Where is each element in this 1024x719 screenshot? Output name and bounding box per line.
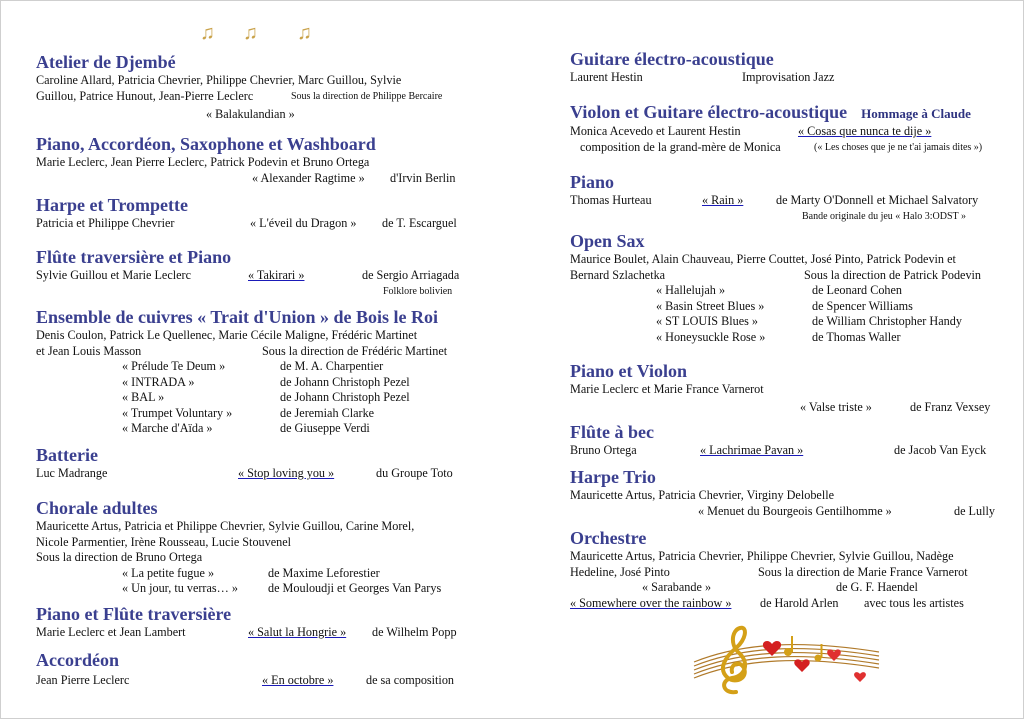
section-title: Harpe et Trompette bbox=[36, 195, 188, 215]
section-violon-guitare bbox=[570, 102, 1002, 155]
section-piano bbox=[570, 172, 1002, 224]
composer: de Mouloudji et Georges Van Parys bbox=[268, 581, 442, 595]
performers: Caroline Allard, Patricia Chevrier, Philippe Chevrier, Marc Guillou, Sylvie bbox=[36, 73, 402, 87]
performers: Thomas Hurteau bbox=[570, 193, 652, 207]
composer: de Johann Christoph Pezel bbox=[280, 390, 410, 404]
piece-title: « La petite fugue » bbox=[122, 565, 215, 580]
composer: du Groupe Toto bbox=[376, 466, 453, 480]
section-title: Chorale adultes bbox=[36, 498, 158, 518]
performers: Bernard Szlachetka bbox=[570, 267, 666, 282]
section-ensemble-cuivres bbox=[36, 307, 468, 437]
composer: de Maxime Leforestier bbox=[268, 565, 380, 580]
section-title: Ensemble de cuivres « Trait d'Union » de Bois le Roi bbox=[36, 307, 439, 327]
music-note-icon: ♫ bbox=[200, 22, 215, 44]
piece-title: « Basin Street Blues » bbox=[656, 298, 765, 313]
section-title: Flûte traversière et Piano bbox=[36, 247, 232, 267]
section-title: Piano et Violon bbox=[570, 361, 688, 381]
composer: de Leonard Cohen bbox=[812, 283, 903, 297]
piece-title: « Salut la Hongrie » bbox=[248, 625, 347, 639]
performers: Luc Madrange bbox=[36, 466, 108, 480]
performers: Hedeline, José Pinto bbox=[570, 564, 670, 579]
section-flute-piano bbox=[36, 247, 468, 299]
piece-title: Improvisation Jazz bbox=[742, 70, 835, 84]
director: Sous la direction de Philippe Bercaire bbox=[291, 90, 443, 102]
note: composition de la grand-mère de Monica bbox=[580, 139, 781, 154]
section-title: Flûte à bec bbox=[570, 422, 654, 442]
piece-title: « Marche d'Aïda » bbox=[122, 421, 213, 435]
note: Bande originale du jeu « Halo 3:ODST » bbox=[802, 210, 966, 222]
piece-title: « Balakulandian » bbox=[206, 107, 295, 121]
piece-title: « Un jour, tu verras… » bbox=[122, 581, 238, 595]
performers: Marie Leclerc et Marie France Varnerot bbox=[570, 382, 764, 396]
composer: d'Irvin Berlin bbox=[390, 170, 456, 185]
section-batterie bbox=[36, 445, 468, 482]
performers: Marie Leclerc et Jean Lambert bbox=[36, 625, 186, 639]
piece-title: « ST LOUIS Blues » bbox=[656, 314, 759, 328]
piece-title: « Rain » bbox=[702, 193, 744, 207]
composer: de Giuseppe Verdi bbox=[280, 421, 370, 435]
note: Folklore bolivien bbox=[383, 285, 453, 297]
performers: Jean Pierre Leclerc bbox=[36, 673, 130, 687]
performers: Bruno Ortega bbox=[570, 443, 637, 457]
section-title: Harpe Trio bbox=[570, 467, 656, 487]
composer: de Thomas Waller bbox=[812, 329, 901, 344]
section-chorale-adultes bbox=[36, 498, 468, 597]
composer: de Johann Christoph Pezel bbox=[280, 374, 410, 389]
performers: Denis Coulon, Patrick Le Quellenec, Marie Cécile Maligne, Frédéric Martinet bbox=[36, 328, 418, 342]
section-accordeon bbox=[36, 650, 468, 689]
piece-title: « Prélude Te Deum » bbox=[122, 359, 226, 373]
piece-title: « En octobre » bbox=[262, 673, 334, 687]
piece-title: « Somewhere over the rainbow » bbox=[570, 595, 732, 610]
performers: Nicole Parmentier, Irène Rousseau, Lucie Stouvenel bbox=[36, 534, 292, 549]
section-title: Atelier de Djembé bbox=[36, 52, 176, 72]
section-title: Batterie bbox=[36, 445, 98, 465]
section-harpe-trompette bbox=[36, 195, 468, 232]
composer: de Wilhelm Popp bbox=[372, 625, 457, 639]
director: Sous la direction de Frédéric Martinet bbox=[262, 343, 448, 358]
director: Sous la direction de Patrick Podevin bbox=[804, 267, 982, 282]
piece-title: « Stop loving you » bbox=[238, 466, 335, 480]
composer: de M. A. Charpentier bbox=[280, 359, 384, 373]
section-subtitle: Hommage à Claude bbox=[861, 106, 971, 121]
section-title: Piano bbox=[570, 172, 615, 192]
section-title: Accordéon bbox=[36, 650, 119, 670]
composer: de Lully bbox=[954, 503, 995, 518]
section-title: Guitare électro-acoustique bbox=[570, 49, 774, 69]
composer: de sa composition bbox=[366, 673, 455, 687]
composer: de Franz Vexsey bbox=[910, 399, 991, 414]
section-piano-violon bbox=[570, 361, 1002, 415]
performers: Mauricette Artus, Patricia Chevrier, Philippe Chevrier, Sylvie Guillou, Nadège bbox=[570, 549, 954, 563]
director: Sous la direction de Bruno Ortega bbox=[36, 550, 203, 564]
section-piano-accordeon bbox=[36, 134, 468, 186]
composer: de Jacob Van Eyck bbox=[894, 443, 987, 457]
translation: (« Les choses que je ne t'ai jamais dites ») bbox=[814, 141, 983, 153]
treble-clef-hearts-icon bbox=[684, 622, 884, 697]
piece-title: « Alexander Ragtime » bbox=[252, 170, 365, 185]
composer: de William Christopher Handy bbox=[812, 314, 962, 328]
piece-title: « Menuet du Bourgeois Gentilhomme » bbox=[698, 503, 892, 518]
section-title: Violon et Guitare électro-acoustique bbox=[570, 102, 848, 122]
composer: de G. F. Haendel bbox=[836, 580, 918, 594]
composer: de T. Escarguel bbox=[382, 216, 457, 230]
piece-title: « Honeysuckle Rose » bbox=[656, 329, 766, 344]
performers: Mauricette Artus, Patricia et Philippe Chevrier, Sylvie Guillou, Carine Morel, bbox=[36, 519, 415, 533]
composer: de Jeremiah Clarke bbox=[280, 405, 375, 420]
performers: et Jean Louis Masson bbox=[36, 343, 142, 358]
section-atelier-djembe bbox=[36, 52, 468, 123]
performers: Laurent Hestin bbox=[570, 70, 643, 84]
piece-title: « Hallelujah » bbox=[656, 283, 726, 297]
section-guitare bbox=[570, 49, 1002, 86]
note: avec tous les artistes bbox=[864, 595, 964, 610]
director: Sous la direction de Marie France Varnerot bbox=[758, 564, 968, 579]
section-title: Open Sax bbox=[570, 231, 645, 251]
performers: Mauricette Artus, Patricia Chevrier, Virginy Delobelle bbox=[570, 488, 835, 502]
piece-title: « INTRADA » bbox=[122, 374, 195, 389]
composer: de Harold Arlen bbox=[760, 595, 839, 610]
section-flute-bec bbox=[570, 422, 1002, 459]
piece-title: « Lachrimae Pavan » bbox=[700, 443, 804, 457]
composer: de Sergio Arriagada bbox=[362, 268, 460, 282]
performers: Patricia et Philippe Chevrier bbox=[36, 216, 175, 230]
performers: Sylvie Guillou et Marie Leclerc bbox=[36, 268, 191, 282]
section-title: Piano et Flûte traversière bbox=[36, 604, 232, 624]
composer: de Spencer Williams bbox=[812, 298, 913, 313]
section-orchestre bbox=[570, 528, 1002, 611]
performers: Maurice Boulet, Alain Chauveau, Pierre Couttet, José Pinto, Patrick Podevin et bbox=[570, 252, 956, 266]
performers: Marie Leclerc, Jean Pierre Leclerc, Patrick Podevin et Bruno Ortega bbox=[36, 155, 370, 169]
piece-title: « Trumpet Voluntary » bbox=[122, 405, 233, 420]
section-harpe-trio bbox=[570, 467, 1002, 519]
piece-title: « L'éveil du Dragon » bbox=[250, 216, 357, 230]
piece-title: « Sarabande » bbox=[642, 580, 712, 594]
piece-title: « Valse triste » bbox=[800, 399, 872, 414]
section-piano-flute bbox=[36, 604, 468, 641]
piece-title: « Cosas que nunca te dije » bbox=[798, 124, 932, 138]
piece-title: « BAL » bbox=[122, 390, 165, 404]
music-note-icon: ♫ bbox=[243, 22, 258, 44]
section-title: Piano, Accordéon, Saxophone et Washboard bbox=[36, 134, 376, 154]
performers: Monica Acevedo et Laurent Hestin bbox=[570, 124, 741, 138]
performers: Guillou, Patrice Hunout, Jean-Pierre Leclerc bbox=[36, 88, 254, 103]
section-open-sax bbox=[570, 231, 1002, 345]
piece-title: « Takirari » bbox=[248, 268, 305, 282]
music-note-icon: ♫ bbox=[297, 22, 312, 44]
composer: de Marty O'Donnell et Michael Salvatory bbox=[776, 193, 979, 207]
section-title: Orchestre bbox=[570, 528, 647, 548]
